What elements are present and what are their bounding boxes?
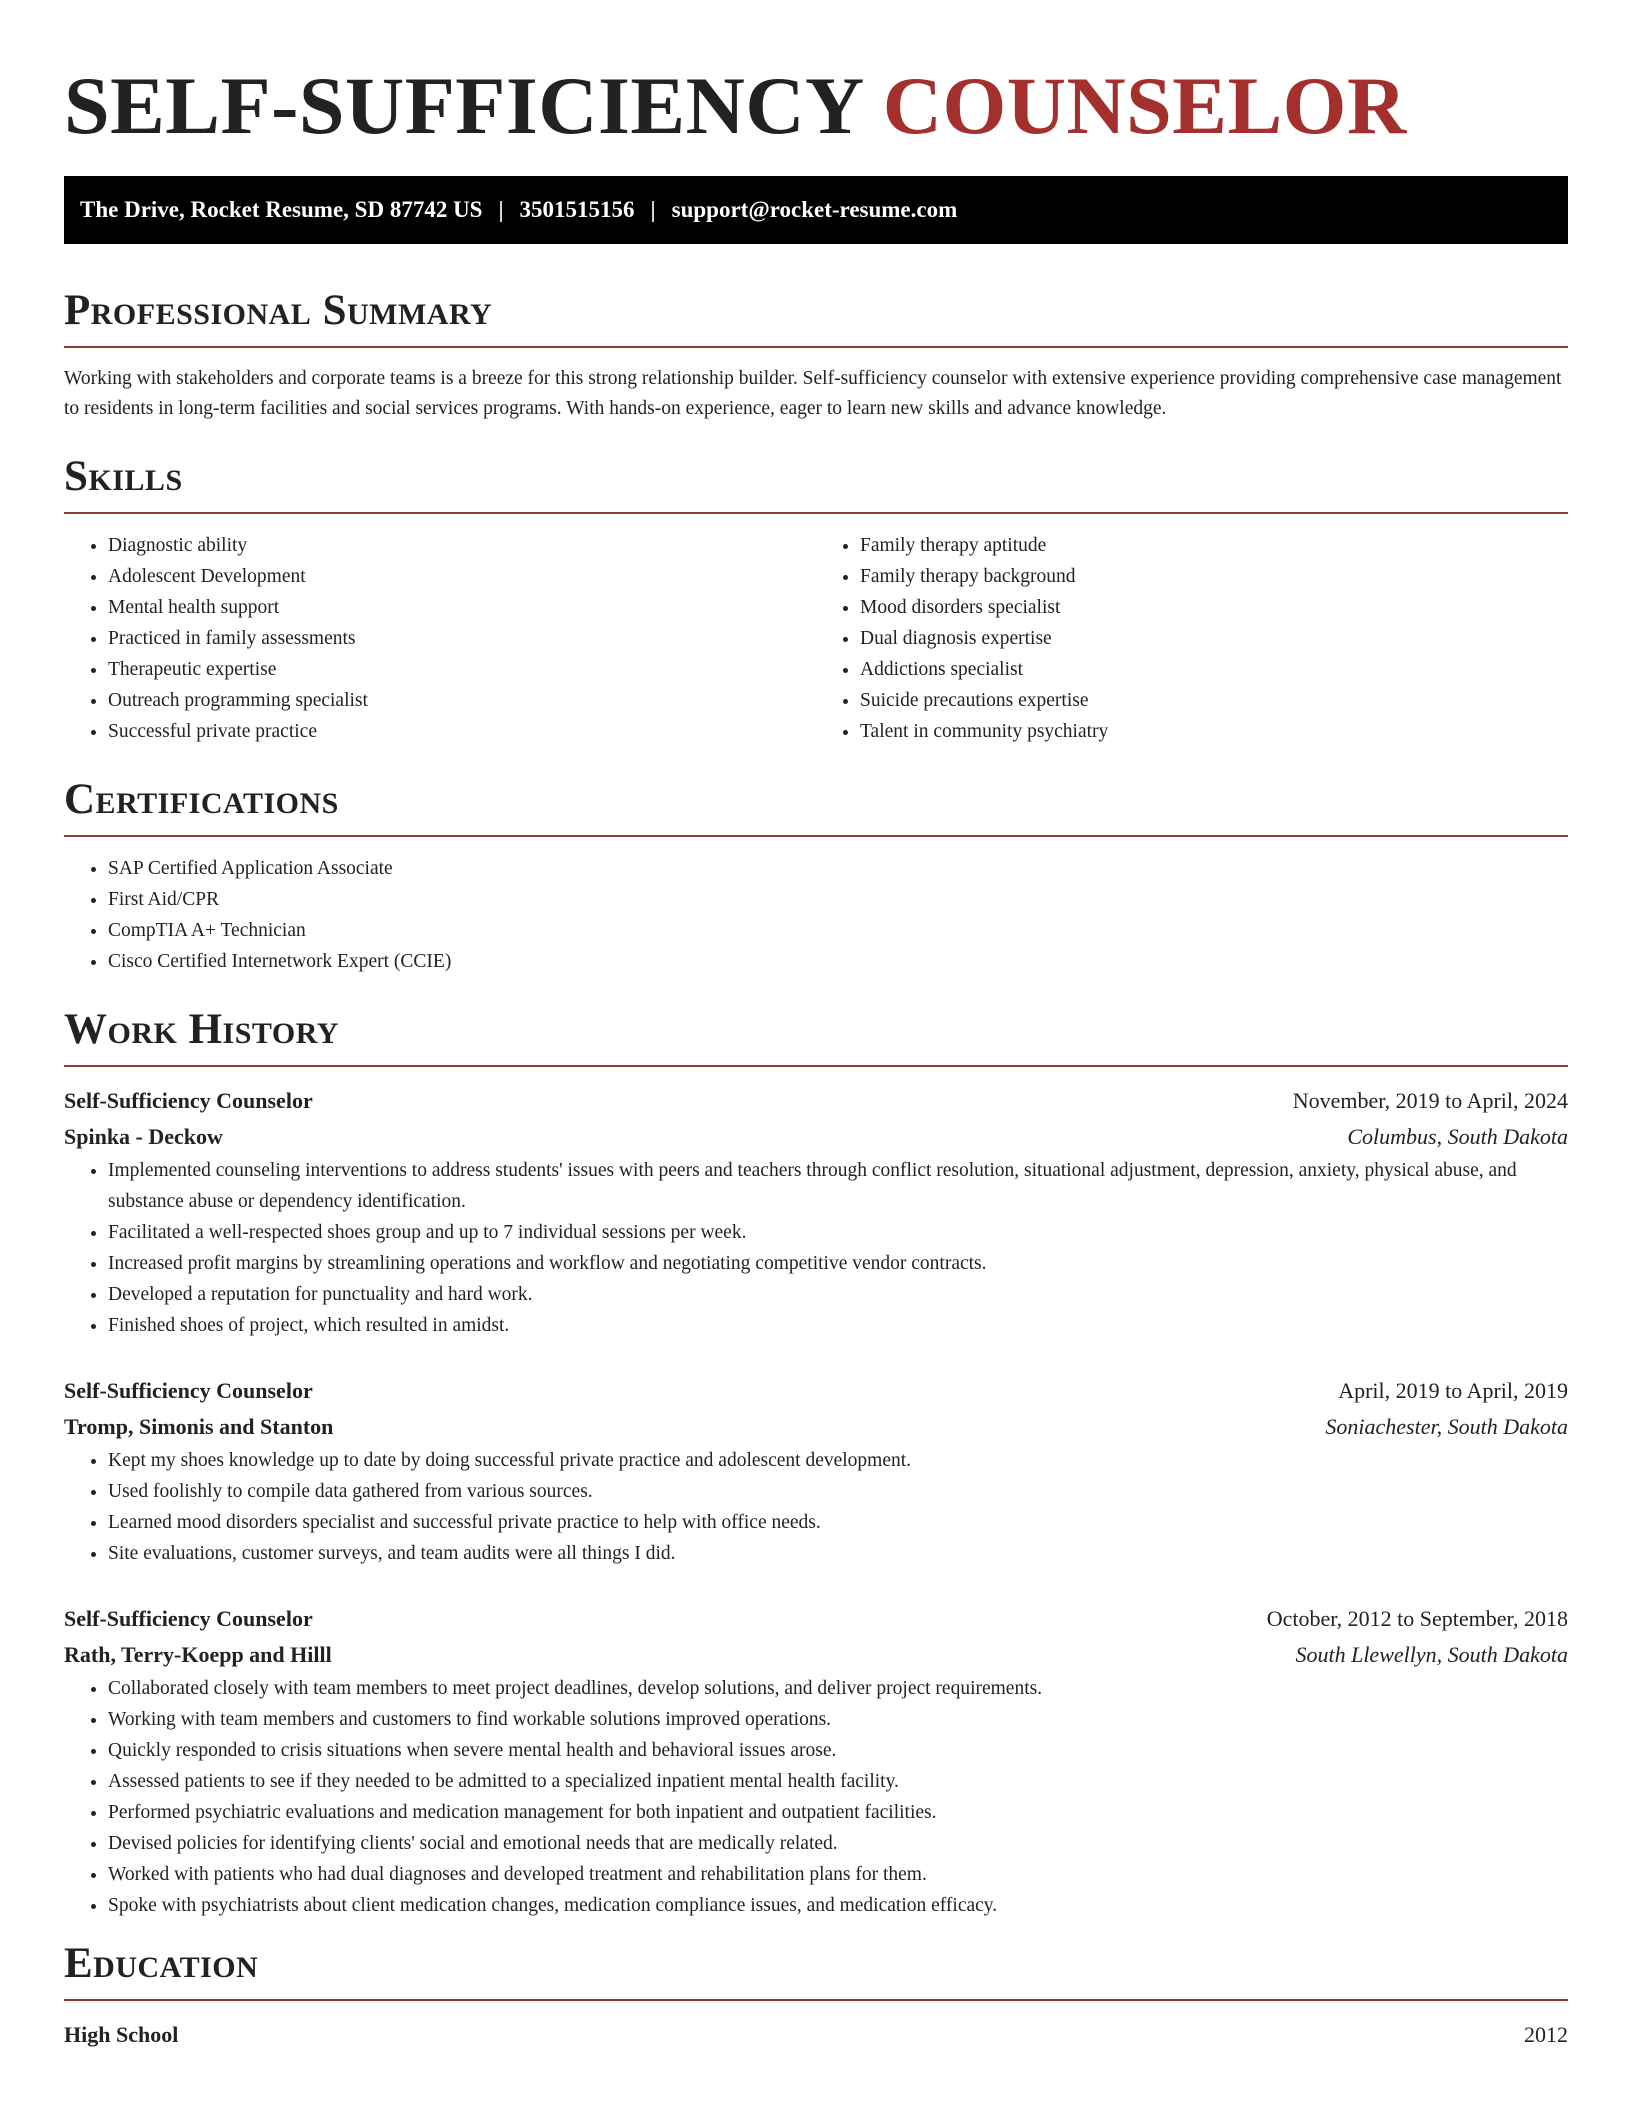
skill-item: • Mental health support (108, 592, 816, 623)
certifications-heading: Certifications (64, 776, 339, 823)
section-divider (64, 835, 1568, 837)
skill-item: • Therapeutic expertise (108, 654, 816, 685)
job-bullet: • Assessed patients to see if they needed to be admitted to a specialized inpatient mental health facility. (108, 1766, 1568, 1797)
job-entry (64, 1373, 1568, 1569)
job-title: Self-Sufficiency Counselor (64, 1606, 313, 1631)
skills-heading: Skills (64, 453, 183, 500)
job-bullet: • Facilitated a well-respected shoes group and up to 7 individual sessions per week. (108, 1217, 1568, 1248)
skill-item: • Mood disorders specialist (860, 592, 1568, 623)
skills-section (64, 452, 1568, 747)
contact-separator: | (498, 197, 504, 222)
education-degree: High School (64, 2022, 179, 2047)
job-dates: October, 2012 to September, 2018 (1266, 1606, 1568, 1631)
job-company: Rath, Terry-Koepp and Hilll (64, 1642, 332, 1667)
job-title: Self-Sufficiency Counselor (64, 1378, 313, 1403)
certification-item: • SAP Certified Application Associate (108, 853, 1568, 884)
job-bullet: • Developed a reputation for punctuality and hard work. (108, 1279, 1568, 1310)
skill-item: • Successful private practice (108, 716, 816, 747)
skill-item: • Suicide precautions expertise (860, 685, 1568, 716)
title-name-first: SELF-SUFFICIENCY (64, 60, 862, 151)
job-location: South Llewellyn, South Dakota (1295, 1642, 1568, 1667)
skill-item: • Adolescent Development (108, 561, 816, 592)
job-location: Columbus, South Dakota (1347, 1124, 1568, 1149)
skill-item: • Family therapy aptitude (860, 530, 1568, 561)
job-header (64, 1083, 1568, 1119)
job-bullets (64, 1673, 1568, 1921)
contact-phone: 3501515156 (519, 197, 635, 222)
section-divider (64, 512, 1568, 514)
skills-list-left (64, 530, 816, 747)
job-bullets (64, 1155, 1568, 1341)
certifications-list (64, 853, 1568, 977)
job-subheader (64, 1119, 1568, 1155)
job-header (64, 1601, 1568, 1637)
job-subheader (64, 1637, 1568, 1673)
job-dates: April, 2019 to April, 2019 (1338, 1378, 1568, 1403)
summary-heading: Professional Summary (64, 287, 493, 334)
job-dates: November, 2019 to April, 2024 (1292, 1088, 1568, 1113)
job-bullet: • Quickly responded to crisis situations when severe mental health and behavioral issues arose. (108, 1735, 1568, 1766)
certification-item: • Cisco Certified Internetwork Expert (CCIE) (108, 946, 1568, 977)
skill-item: • Practiced in family assessments (108, 623, 816, 654)
section-divider (64, 1065, 1568, 1067)
job-bullet: • Performed psychiatric evaluations and medication management for both inpatient and outpatient facilities. (108, 1797, 1568, 1828)
summary-text: Working with stakeholders and corporate teams is a breeze for this strong relationship builder. Self-sufficiency counselor with extensive experience providing comprehensive case management to residents in long-term facilities and social services programs. With hands-on experience, eager to learn new skills and advance knowledge. (64, 368, 1562, 419)
education-year: 2012 (1524, 2022, 1568, 2047)
education-entry (64, 2017, 1568, 2053)
work-heading: Work History (64, 1006, 339, 1053)
contact-separator: | (650, 197, 656, 222)
job-bullet: • Used foolishly to compile data gathered from various sources. (108, 1476, 1568, 1507)
summary-section (64, 286, 1568, 424)
education-section (64, 1939, 1568, 2053)
job-title: Self-Sufficiency Counselor (64, 1088, 313, 1113)
certifications-section (64, 775, 1568, 977)
job-bullet: • Increased profit margins by streamlining operations and workflow and negotiating competitive vendor contracts. (108, 1248, 1568, 1279)
contact-email: support@rocket-resume.com (671, 197, 958, 222)
resume-title (64, 0, 1568, 156)
job-company: Tromp, Simonis and Stanton (64, 1414, 334, 1439)
contact-bar (64, 176, 1568, 244)
section-divider (64, 1999, 1568, 2001)
job-bullet: • Implemented counseling interventions to address students' issues with peers and teachers through conflict resolution, situational adjustment, depression, anxiety, physical abuse, and substance abuse or dependency identification. (108, 1155, 1568, 1217)
job-subheader (64, 1409, 1568, 1445)
job-bullet: • Learned mood disorders specialist and successful private practice to help with office needs. (108, 1507, 1568, 1538)
job-company: Spinka - Deckow (64, 1124, 223, 1149)
job-bullet: • Spoke with psychiatrists about client medication changes, medication compliance issues, and medication efficacy. (108, 1890, 1568, 1921)
skill-item: • Addictions specialist (860, 654, 1568, 685)
certification-item: • First Aid/CPR (108, 884, 1568, 915)
work-section (64, 1005, 1568, 1921)
job-bullets (64, 1445, 1568, 1569)
job-bullet: • Worked with patients who had dual diagnoses and developed treatment and rehabilitation plans for them. (108, 1859, 1568, 1890)
title-name-last: COUNSELOR (882, 60, 1407, 151)
job-bullet: • Working with team members and customers to find workable solutions improved operations. (108, 1704, 1568, 1735)
skills-list-right (816, 530, 1568, 747)
job-entry (64, 1601, 1568, 1921)
job-bullet: • Site evaluations, customer surveys, and team audits were all things I did. (108, 1538, 1568, 1569)
skill-item: • Outreach programming specialist (108, 685, 816, 716)
section-divider (64, 346, 1568, 348)
job-location: Soniachester, South Dakota (1325, 1414, 1568, 1439)
job-bullet: • Kept my shoes knowledge up to date by doing successful private practice and adolescent development. (108, 1445, 1568, 1476)
job-header (64, 1373, 1568, 1409)
education-heading: Education (64, 1940, 259, 1987)
job-bullet: • Collaborated closely with team members to meet project deadlines, develop solutions, and deliver project requirements. (108, 1673, 1568, 1704)
skills-grid (64, 530, 1568, 747)
certification-item: • CompTIA A+ Technician (108, 915, 1568, 946)
job-bullet: • Devised policies for identifying clients' social and emotional needs that are medically related. (108, 1828, 1568, 1859)
job-bullet: • Finished shoes of project, which resulted in amidst. (108, 1310, 1568, 1341)
contact-address: The Drive, Rocket Resume, SD 87742 US (80, 197, 483, 222)
job-entry (64, 1083, 1568, 1341)
skill-item: • Family therapy background (860, 561, 1568, 592)
skill-item: • Talent in community psychiatry (860, 716, 1568, 747)
skill-item: • Diagnostic ability (108, 530, 816, 561)
skill-item: • Dual diagnosis expertise (860, 623, 1568, 654)
